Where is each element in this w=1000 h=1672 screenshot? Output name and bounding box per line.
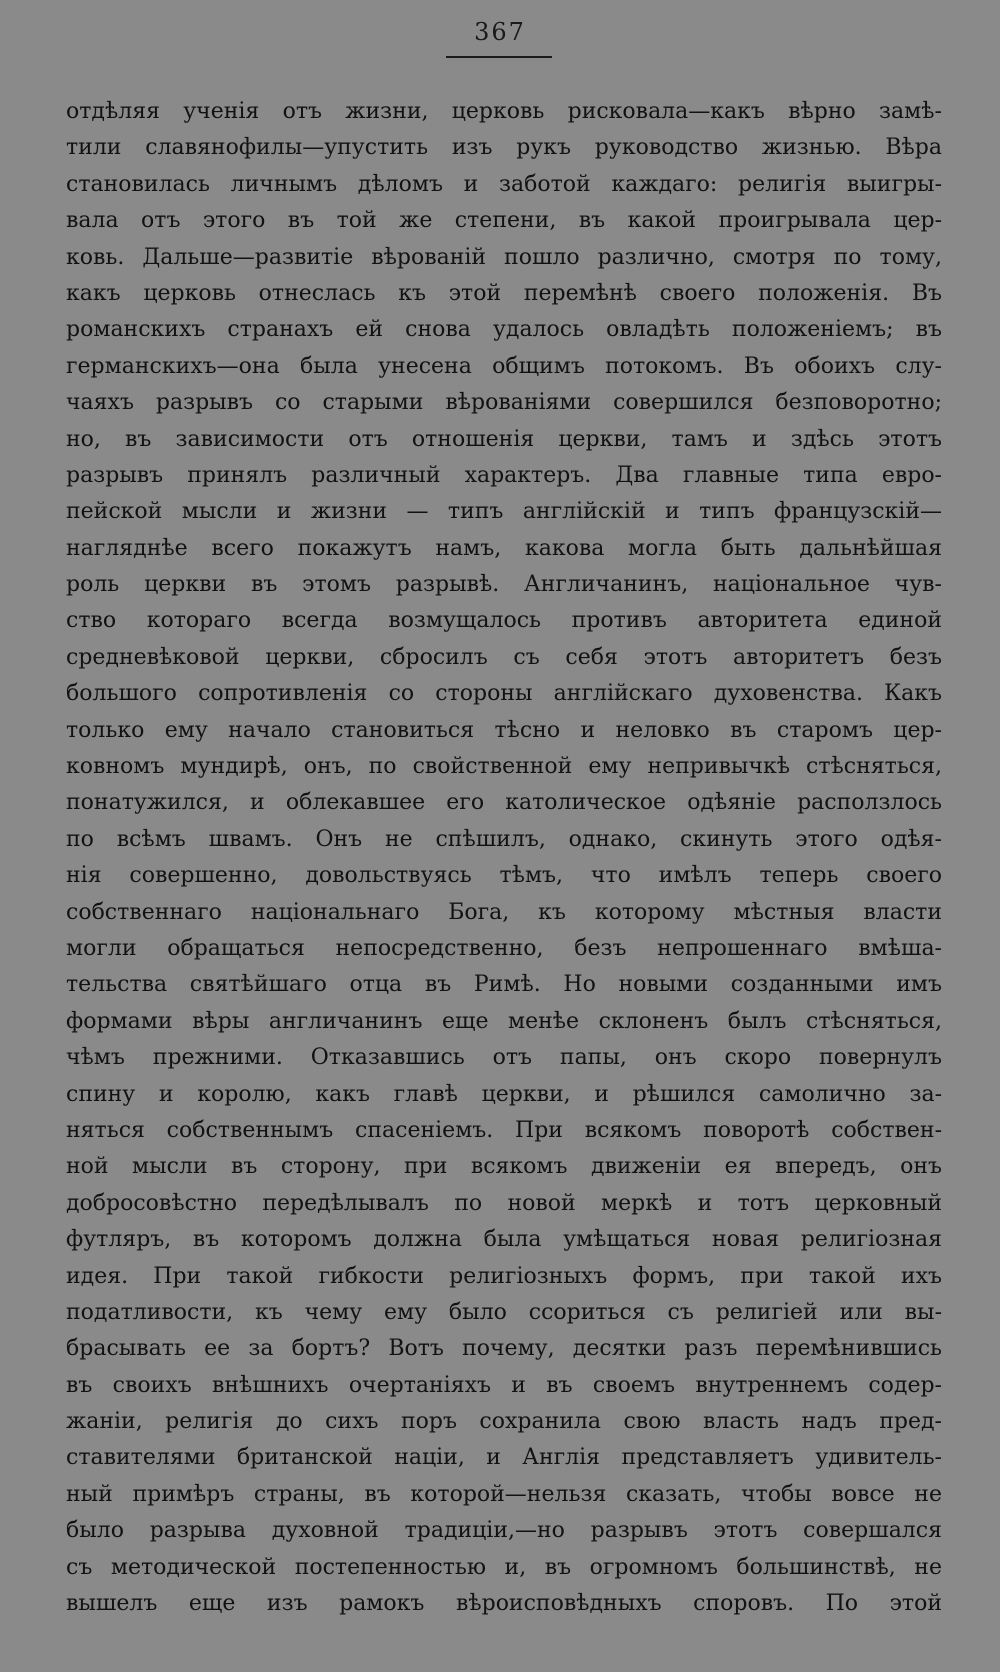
text-line: вышелъ еще изъ рамокъ вѣроисповѣдныхъ споровъ. По этой bbox=[66, 1591, 942, 1617]
text-line: средневѣковой церкви, сбросилъ съ себя этотъ авторитетъ безъ bbox=[66, 644, 942, 670]
text-line: понатужился, и облекавшее его католическое одѣяніе расползлось bbox=[66, 790, 942, 816]
text-line: чаяхъ разрывъ со старыми вѣрованіями совершился безповоротно; bbox=[66, 390, 942, 416]
text-line: вала отъ этого въ той же степени, въ какой проигрывала цер- bbox=[66, 208, 942, 234]
header-rule bbox=[446, 56, 552, 58]
text-line: тельства святѣйшаго отца въ Римѣ. Но новыми созданными имъ bbox=[66, 972, 942, 998]
text-line: чѣмъ прежними. Отказавшись отъ папы, онъ скоро повернулъ bbox=[66, 1045, 942, 1071]
text-line: идея. При такой гибкости религіозныхъ формъ, при такой ихъ bbox=[66, 1263, 942, 1289]
text-line: нагляднѣе всего покажутъ намъ, какова могла быть дальнѣйшая bbox=[66, 535, 942, 561]
text-line: германскихъ—она была унесена общимъ потокомъ. Въ обоихъ слу- bbox=[66, 353, 942, 379]
text-line: только ему начало становиться тѣсно и неловко въ старомъ цер- bbox=[66, 717, 942, 743]
text-line: футляръ, въ которомъ должна была умѣщаться новая религіозная bbox=[66, 1227, 942, 1253]
text-line: ной мысли въ сторону, при всякомъ движеніи ея впередъ, онъ bbox=[66, 1154, 942, 1180]
text-line: романскихъ странахъ ей снова удалось овладѣть положеніемъ; въ bbox=[66, 317, 942, 343]
text-line: какъ церковь отнеслась къ этой перемѣнѣ своего положенія. Въ bbox=[66, 280, 942, 306]
text-line: ковь. Дальше—развитіе вѣрованій пошло различно, смотря по тому, bbox=[66, 244, 942, 270]
page-number: 367 bbox=[474, 18, 526, 46]
text-line: формами вѣры англичанинъ еще менѣе склоненъ былъ стѣсняться, bbox=[66, 1008, 942, 1034]
body-text bbox=[66, 94, 942, 1622]
text-line: добросовѣстно передѣлывалъ по новой меркѣ и тотъ церковный bbox=[66, 1190, 942, 1216]
text-line: роль церкви въ этомъ разрывѣ. Англичанинъ, національное чув- bbox=[66, 572, 942, 598]
text-line: большого сопротивленія со стороны англійскаго духовенства. Какъ bbox=[66, 681, 942, 707]
text-line: пейской мысли и жизни — типъ англійскій и типъ французскій— bbox=[66, 499, 942, 525]
text-line: спину и королю, какъ главѣ церкви, и рѣшился самолично за- bbox=[66, 1081, 942, 1107]
text-line: тили славянофилы—упустить изъ рукъ руководство жизнью. Вѣра bbox=[66, 135, 942, 161]
text-line: няться собственнымъ спасеніемъ. При всякомъ поворотѣ собствен- bbox=[66, 1117, 942, 1143]
text-line: собственнаго національнаго Бога, къ которому мѣстныя власти bbox=[66, 899, 942, 925]
text-line: но, въ зависимости отъ отношенія церкви, тамъ и здѣсь этотъ bbox=[66, 426, 942, 452]
text-line: податливости, къ чему ему было ссориться съ религіей или вы- bbox=[66, 1299, 942, 1325]
text-line: брасывать ее за бортъ? Вотъ почему, десятки разъ перемѣнившись bbox=[66, 1336, 942, 1362]
text-line: ставителями британской націи, и Англія представляетъ удивитель- bbox=[66, 1445, 942, 1471]
text-line: могли обращаться непосредственно, безъ непрошеннаго вмѣша- bbox=[66, 935, 942, 961]
text-line: ство котораго всегда возмущалось противъ авторитета единой bbox=[66, 608, 942, 634]
text-line: отдѣляя ученія отъ жизни, церковь рисковала—какъ вѣрно замѣ- bbox=[66, 99, 942, 124]
text-line: жаніи, религія до сихъ поръ сохранила свою власть надъ пред- bbox=[66, 1409, 942, 1435]
text-line: разрывъ принялъ различный характеръ. Два главные типа евро- bbox=[66, 462, 942, 488]
text-line: съ методической постепенностью и, въ огромномъ большинствѣ, не bbox=[66, 1554, 942, 1580]
text-line: было разрыва духовной традиціи,—но разрывъ этотъ совершался bbox=[66, 1518, 942, 1544]
text-line: по всѣмъ швамъ. Онъ не спѣшилъ, однако, скинуть этого одѣя- bbox=[66, 826, 942, 852]
text-line: становилась личнымъ дѣломъ и заботой каждаго: религія выигры- bbox=[66, 171, 942, 197]
text-line: нія совершенно, довольствуясь тѣмъ, что имѣлъ теперь своего bbox=[66, 863, 942, 889]
text-line: ковномъ мундирѣ, онъ, по свойственной ему непривычкѣ стѣсняться, bbox=[66, 754, 942, 780]
text-line: ный примѣръ страны, въ которой—нельзя сказать, чтобы вовсе не bbox=[66, 1481, 942, 1507]
text-line: въ своихъ внѣшнихъ очертаніяхъ и въ своемъ внутреннемъ содер- bbox=[66, 1372, 942, 1398]
